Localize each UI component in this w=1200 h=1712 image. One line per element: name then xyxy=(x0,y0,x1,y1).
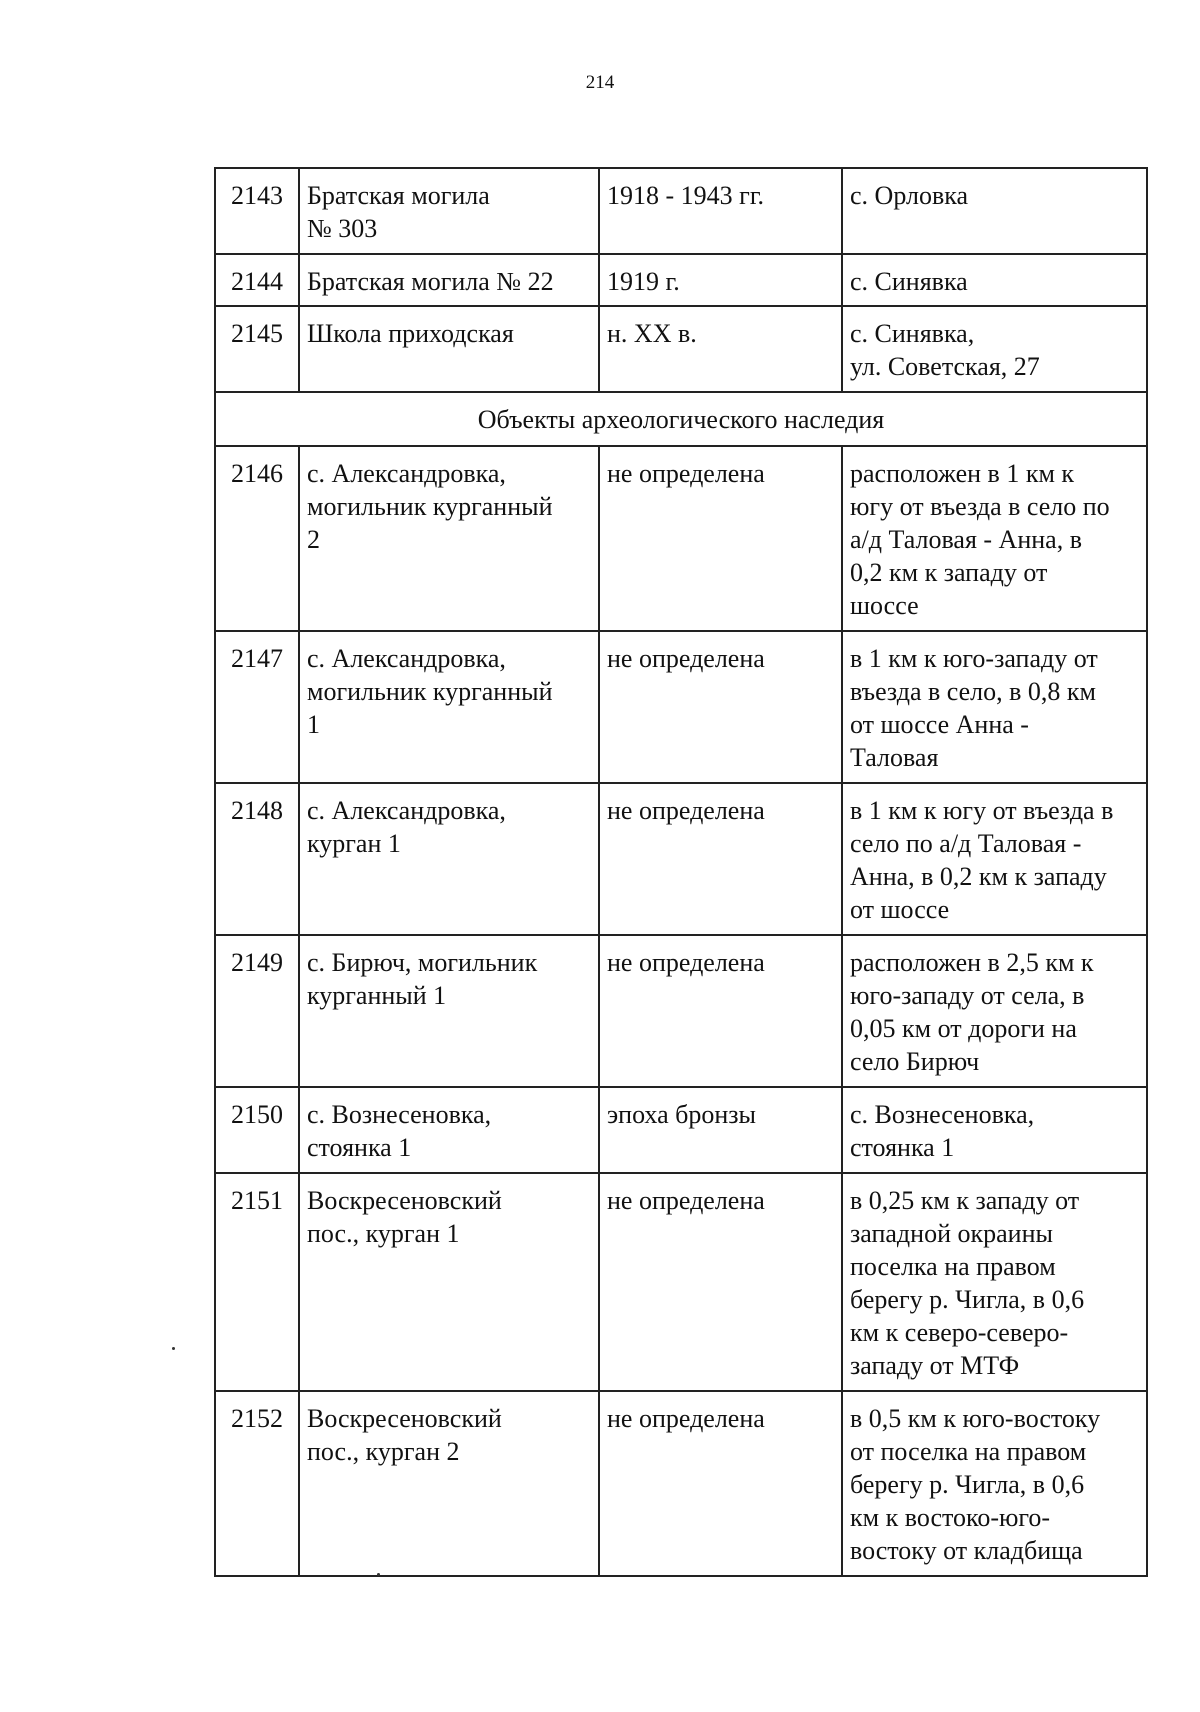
row-number-cell: 2145 xyxy=(215,306,299,392)
table-row xyxy=(215,783,1147,935)
row-number-cell: 2146 xyxy=(215,446,299,631)
location-cell: расположен в 1 км к югу от въезда в село по а/д Таловая - Анна, в 0,2 км к западу от шоссе xyxy=(842,446,1147,631)
object-name-cell: Братская могила № 303 xyxy=(299,168,599,254)
dating-cell: не определена xyxy=(599,783,842,935)
section-header-row xyxy=(215,392,1147,446)
location-cell: расположен в 2,5 км к юго-западу от села, в 0,05 км от дороги на село Бирюч xyxy=(842,935,1147,1087)
table-row xyxy=(215,1391,1147,1576)
object-name-cell: Школа приходская xyxy=(299,306,599,392)
dating-cell: не определена xyxy=(599,935,842,1087)
object-name-cell: с. Александровка, могильник курганный 2 xyxy=(299,446,599,631)
dating-cell: н. XX в. xyxy=(599,306,842,392)
location-cell: в 0,5 км к юго-востоку от поселка на правом берегу р. Чигла, в 0,6 км к востоко-юго- востоку от кладбища xyxy=(842,1391,1147,1576)
table-row xyxy=(215,306,1147,392)
dating-cell: 1919 г. xyxy=(599,254,842,306)
object-name-cell: Воскресеновский пос., курган 2 xyxy=(299,1391,599,1576)
object-name-cell: с. Александровка, курган 1 xyxy=(299,783,599,935)
location-cell: в 1 км к юго-западу от въезда в село, в 0,8 км от шоссе Анна - Таловая xyxy=(842,631,1147,783)
heritage-registry-table xyxy=(214,167,1148,1577)
location-cell: в 1 км к югу от въезда в село по а/д Таловая - Анна, в 0,2 км к западу от шоссе xyxy=(842,783,1147,935)
location-cell: с. Синявка xyxy=(842,254,1147,306)
table-row xyxy=(215,631,1147,783)
row-number-cell: 2144 xyxy=(215,254,299,306)
row-number-cell: 2150 xyxy=(215,1087,299,1173)
table-row xyxy=(215,1087,1147,1173)
row-number-cell: 2152 xyxy=(215,1391,299,1576)
dating-cell: 1918 - 1943 гг. xyxy=(599,168,842,254)
row-number-cell: 2149 xyxy=(215,935,299,1087)
location-cell: в 0,25 км к западу от западной окраины поселка на правом берегу р. Чигла, в 0,6 км к северо-северо- западу от МТФ xyxy=(842,1173,1147,1391)
page-number: 214 xyxy=(585,72,615,93)
object-name-cell: с. Александровка, могильник курганный 1 xyxy=(299,631,599,783)
location-cell: с. Вознесеновка, стоянка 1 xyxy=(842,1087,1147,1173)
dating-cell: не определена xyxy=(599,631,842,783)
row-number-cell: 2147 xyxy=(215,631,299,783)
object-name-cell: с. Вознесеновка, стоянка 1 xyxy=(299,1087,599,1173)
row-number-cell: 2151 xyxy=(215,1173,299,1391)
table-row xyxy=(215,446,1147,631)
location-cell: с. Орловка xyxy=(842,168,1147,254)
scan-speck xyxy=(377,1573,380,1576)
object-name-cell: с. Бирюч, могильник курганный 1 xyxy=(299,935,599,1087)
dating-cell: не определена xyxy=(599,1173,842,1391)
section-title: Объекты археологического наследия xyxy=(215,392,1147,446)
scan-speck xyxy=(172,1347,175,1350)
row-number-cell: 2148 xyxy=(215,783,299,935)
dating-cell: эпоха бронзы xyxy=(599,1087,842,1173)
table-row xyxy=(215,1173,1147,1391)
dating-cell: не определена xyxy=(599,446,842,631)
row-number-cell: 2143 xyxy=(215,168,299,254)
table-row xyxy=(215,254,1147,306)
dating-cell: не определена xyxy=(599,1391,842,1576)
table-body xyxy=(215,168,1147,1576)
table-row xyxy=(215,168,1147,254)
location-cell: с. Синявка, ул. Советская, 27 xyxy=(842,306,1147,392)
object-name-cell: Воскресеновский пос., курган 1 xyxy=(299,1173,599,1391)
table-row xyxy=(215,935,1147,1087)
object-name-cell: Братская могила № 22 xyxy=(299,254,599,306)
